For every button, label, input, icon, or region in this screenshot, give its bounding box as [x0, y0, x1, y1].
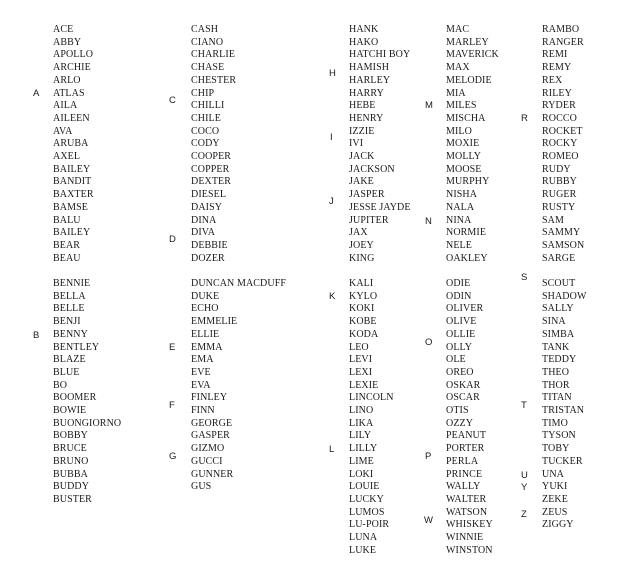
section-letter-j: J [329, 196, 334, 207]
name-item: BLUE [53, 366, 80, 378]
name-item: LINO [349, 405, 374, 416]
name-item: ZEKE [542, 493, 568, 505]
name-item: JESSE JAYDE [349, 201, 411, 213]
name-item: BOBBY [53, 430, 88, 442]
name-item: MURPHY [446, 176, 490, 188]
name-item: BUONGIORNO [53, 417, 122, 429]
section-letter-t: T [521, 400, 527, 411]
name-item: EVE [191, 366, 211, 378]
name-item: LEO [349, 341, 369, 353]
name-item: SIMBA [542, 328, 575, 340]
name-item: BEAU [53, 252, 81, 264]
section-letter-u: U [521, 470, 528, 481]
name-item: HENRY [349, 112, 384, 124]
name-item: RUDY [542, 163, 571, 175]
name-item: MAVERICK [446, 49, 499, 61]
name-item: EMMA [191, 341, 223, 353]
name-item: YUKI [542, 481, 568, 493]
section-letter-d: D [169, 234, 176, 245]
name-item: JUPITER [349, 214, 389, 226]
section-letter-a: A [33, 88, 40, 99]
name-item: OTIS [446, 405, 469, 416]
name-item: AILEEN [53, 112, 90, 124]
name-item: AVA [53, 125, 73, 137]
name-item: RAMBO [542, 24, 580, 35]
name-item: ROCKET [542, 125, 583, 137]
name-item: JAKE [349, 176, 374, 188]
name-item: WALTER [446, 493, 487, 505]
name-item: LUKE [349, 544, 377, 556]
section-letter-f: F [169, 400, 175, 411]
name-item: TUCKER [542, 455, 583, 467]
name-item: DEBBIE [191, 239, 228, 251]
name-item: BRUNO [53, 455, 89, 467]
name-item: CHASE [191, 62, 225, 74]
name-item: OSCAR [446, 392, 480, 404]
name-item: THOR [542, 379, 570, 391]
name-item: PRINCE [446, 468, 483, 480]
name-item: BAMSE [53, 201, 88, 213]
section-letter-h: H [329, 68, 336, 79]
name-item: AXEL [53, 151, 81, 162]
name-item: RUSTY [542, 201, 576, 213]
name-item: ATLAS [53, 87, 85, 99]
name-item: LU-POIR [349, 519, 390, 531]
name-item: LEXIE [349, 379, 379, 391]
name-item: SCOUT [542, 278, 576, 289]
name-item: NELE [446, 239, 472, 251]
section-letter-k: K [329, 291, 336, 302]
name-item: TITAN [542, 392, 572, 404]
name-item: KYLO [349, 290, 378, 302]
name-item: BUDDY [53, 481, 90, 493]
section-letter-i: I [330, 132, 333, 143]
name-item: SHADOW [542, 290, 587, 302]
section-letter-s: S [521, 272, 528, 283]
section-letter-c: C [169, 95, 176, 106]
name-item: OZZY [446, 417, 474, 429]
name-item: CHILLI [191, 100, 225, 112]
name-item: BAXTER [53, 189, 94, 201]
name-item: ZIGGY [542, 519, 574, 531]
name-item: LEXI [349, 366, 373, 378]
name-item: ECHO [191, 303, 219, 315]
name-item: RANGER [542, 36, 584, 48]
section-letter-g: G [169, 451, 177, 462]
name-item: LEVI [349, 354, 373, 366]
name-item: MOOSE [446, 163, 482, 175]
name-item: LINCOLN [349, 392, 394, 404]
name-item: CHIP [191, 87, 215, 99]
name-item: JAX [349, 227, 368, 239]
name-item: LUMOS [349, 506, 385, 518]
name-item: HEBE [349, 100, 376, 112]
name-item: ODIN [446, 290, 472, 302]
section-letter-o: O [425, 337, 433, 348]
name-item: BO [53, 379, 68, 391]
name-item: LILY [349, 430, 372, 442]
name-item: MIA [446, 87, 466, 99]
name-item: DEXTER [191, 176, 232, 188]
name-item: BAILEY [53, 227, 91, 239]
name-item: OLLY [446, 341, 473, 353]
name-item: ZEUS [542, 506, 568, 518]
name-item: BELLE [53, 303, 85, 315]
name-item: JACK [349, 151, 375, 162]
name-item: RYDER [542, 100, 576, 112]
name-item: MILO [446, 125, 472, 137]
section-letter-e: E [169, 342, 176, 353]
name-item: MELODIE [446, 74, 492, 86]
name-item: DINA [191, 214, 217, 226]
name-item: EMA [191, 354, 214, 366]
name-item: ROMEO [542, 151, 579, 162]
name-item: EVA [191, 379, 211, 391]
name-item: GIZMO [191, 443, 225, 455]
name-item: BANDIT [53, 176, 92, 188]
section-letter-z: Z [521, 509, 527, 520]
name-item: KALI [349, 278, 374, 289]
name-item: MAC [446, 24, 470, 35]
name-item: PORTER [446, 443, 485, 455]
name-item: JOEY [349, 239, 374, 251]
name-item: WINNIE [446, 532, 484, 543]
name-item: HARRY [349, 87, 384, 99]
section-letter-m: M [425, 100, 433, 111]
name-item: THEO [542, 366, 570, 378]
name-item: OLLIE [446, 328, 476, 340]
name-item: BENJI [53, 316, 81, 328]
name-item: IVI [349, 138, 364, 150]
name-item: TEDDY [542, 354, 577, 366]
name-item: TYSON [542, 430, 576, 442]
name-item: LUCKY [349, 493, 384, 505]
name-item: ACE [53, 24, 74, 35]
name-item: ROCCO [542, 112, 577, 124]
name-item: UNA [542, 468, 564, 480]
name-item: CASH [191, 24, 219, 35]
name-item: FINN [191, 405, 215, 416]
name-item: COCO [191, 125, 220, 137]
name-item: HAMISH [349, 62, 390, 74]
name-item: NORMIE [446, 227, 487, 239]
name-item: JASPER [349, 189, 385, 201]
name-item: GASPER [191, 430, 230, 442]
name-item: SAMMY [542, 227, 581, 239]
name-item: CIANO [191, 36, 224, 48]
name-item: KOKI [349, 303, 375, 315]
name-item: LOUIE [349, 481, 380, 493]
name-item: ROCKY [542, 138, 578, 150]
name-item: NINA [446, 214, 472, 226]
name-item: DIVA [191, 227, 216, 239]
name-item: DUNCAN MACDUFF [191, 278, 287, 289]
name-item: CHILE [191, 112, 221, 124]
name-item: SARGE [542, 252, 576, 264]
name-item: DOZER [191, 252, 225, 264]
section-letter-y: Y [521, 482, 528, 493]
section-letter-l: L [329, 444, 335, 455]
name-item: RUGER [542, 189, 577, 201]
name-item: BENNIE [53, 278, 91, 289]
name-item: TOBY [542, 443, 570, 455]
name-item: LIME [349, 455, 374, 467]
section-letter-r: R [521, 113, 528, 124]
name-item: REMY [542, 62, 572, 74]
name-item: BENNY [53, 328, 88, 340]
name-item: MILES [446, 100, 477, 112]
name-item: LILLY [349, 443, 378, 455]
name-item: TIMO [542, 417, 568, 429]
name-item: REX [542, 74, 563, 86]
name-item: WHISKEY [446, 519, 493, 531]
name-item: MARLEY [446, 36, 489, 48]
name-item: LIKA [349, 417, 374, 429]
name-item: DIESEL [191, 189, 227, 201]
name-item: KING [349, 252, 375, 264]
name-item: JACKSON [349, 163, 395, 175]
name-item: GUCCI [191, 455, 223, 467]
name-item: FINLEY [191, 392, 228, 404]
name-item: PEANUT [446, 430, 487, 442]
section-letter-p: P [425, 451, 432, 462]
name-item: HANK [349, 24, 379, 35]
name-item: CHESTER [191, 74, 237, 86]
name-item: CODY [191, 138, 220, 150]
name-item: LUNA [349, 532, 378, 543]
name-item: SAMSON [542, 239, 585, 251]
name-item: NISHA [446, 189, 478, 201]
name-item: TRISTAN [542, 405, 585, 416]
name-item: KOBE [349, 316, 377, 328]
name-item: WALLY [446, 481, 481, 493]
name-item: GEORGE [191, 417, 233, 429]
name-item: NALA [446, 201, 475, 213]
name-item: MISCHA [446, 112, 486, 124]
name-item: BENTLEY [53, 341, 100, 353]
name-item: ABBY [53, 36, 82, 48]
name-item: HATCHI BOY [349, 49, 411, 61]
name-item: BALU [53, 214, 81, 226]
name-item: APOLLO [53, 49, 94, 61]
name-item: BUBBA [53, 468, 88, 480]
name-item: OLE [446, 354, 466, 366]
name-item: DUKE [191, 290, 220, 302]
name-item: BUSTER [53, 493, 92, 505]
name-item: BRUCE [53, 443, 87, 455]
name-item: ARUBA [53, 138, 89, 150]
name-item: OAKLEY [446, 252, 488, 264]
name-item: PERLA [446, 455, 479, 467]
name-item: CHARLIE [191, 49, 236, 61]
name-item: MOXIE [446, 138, 480, 150]
name-item: ELLIE [191, 328, 220, 340]
section-letter-b: B [33, 330, 40, 341]
name-item: ODIE [446, 278, 471, 289]
name-item: BEAR [53, 239, 81, 251]
name-item: COOPER [191, 151, 232, 162]
name-item: OREO [446, 366, 474, 378]
name-item: MOLLY [446, 151, 482, 162]
name-item: COPPER [191, 163, 230, 175]
name-item: BAILEY [53, 163, 91, 175]
name-item: IZZIE [349, 125, 375, 137]
name-item: GUS [191, 481, 212, 493]
name-item: OSKAR [446, 379, 481, 391]
section-letter-n: N [425, 216, 432, 227]
name-item: RUBBY [542, 176, 577, 188]
name-item: ARCHIE [53, 62, 91, 74]
name-item: OLIVE [446, 316, 477, 328]
name-item: BELLA [53, 290, 86, 302]
name-item: BOWIE [53, 405, 87, 416]
name-item: MAX [446, 62, 470, 74]
name-item: WATSON [446, 506, 488, 518]
name-item: BOOMER [53, 392, 97, 404]
name-item: GUNNER [191, 468, 234, 480]
name-item: EMMELIE [191, 316, 238, 328]
name-item: HAKO [349, 36, 379, 48]
name-item: KODA [349, 328, 379, 340]
name-item: REMI [542, 49, 568, 61]
name-item: BLAZE [53, 354, 86, 366]
section-letter-w: W [424, 515, 433, 526]
name-item: DAISY [191, 201, 223, 213]
name-item: LOKI [349, 468, 374, 480]
name-item: WINSTON [446, 544, 493, 556]
name-item: HARLEY [349, 74, 391, 86]
name-item: RILEY [542, 87, 572, 99]
name-item: ARLO [53, 74, 81, 86]
name-item: SAM [542, 214, 564, 226]
name-item: OLIVER [446, 303, 484, 315]
name-item: SINA [542, 316, 566, 328]
name-item: SALLY [542, 303, 574, 315]
name-item: AILA [53, 100, 78, 112]
name-item: TANK [542, 341, 570, 353]
